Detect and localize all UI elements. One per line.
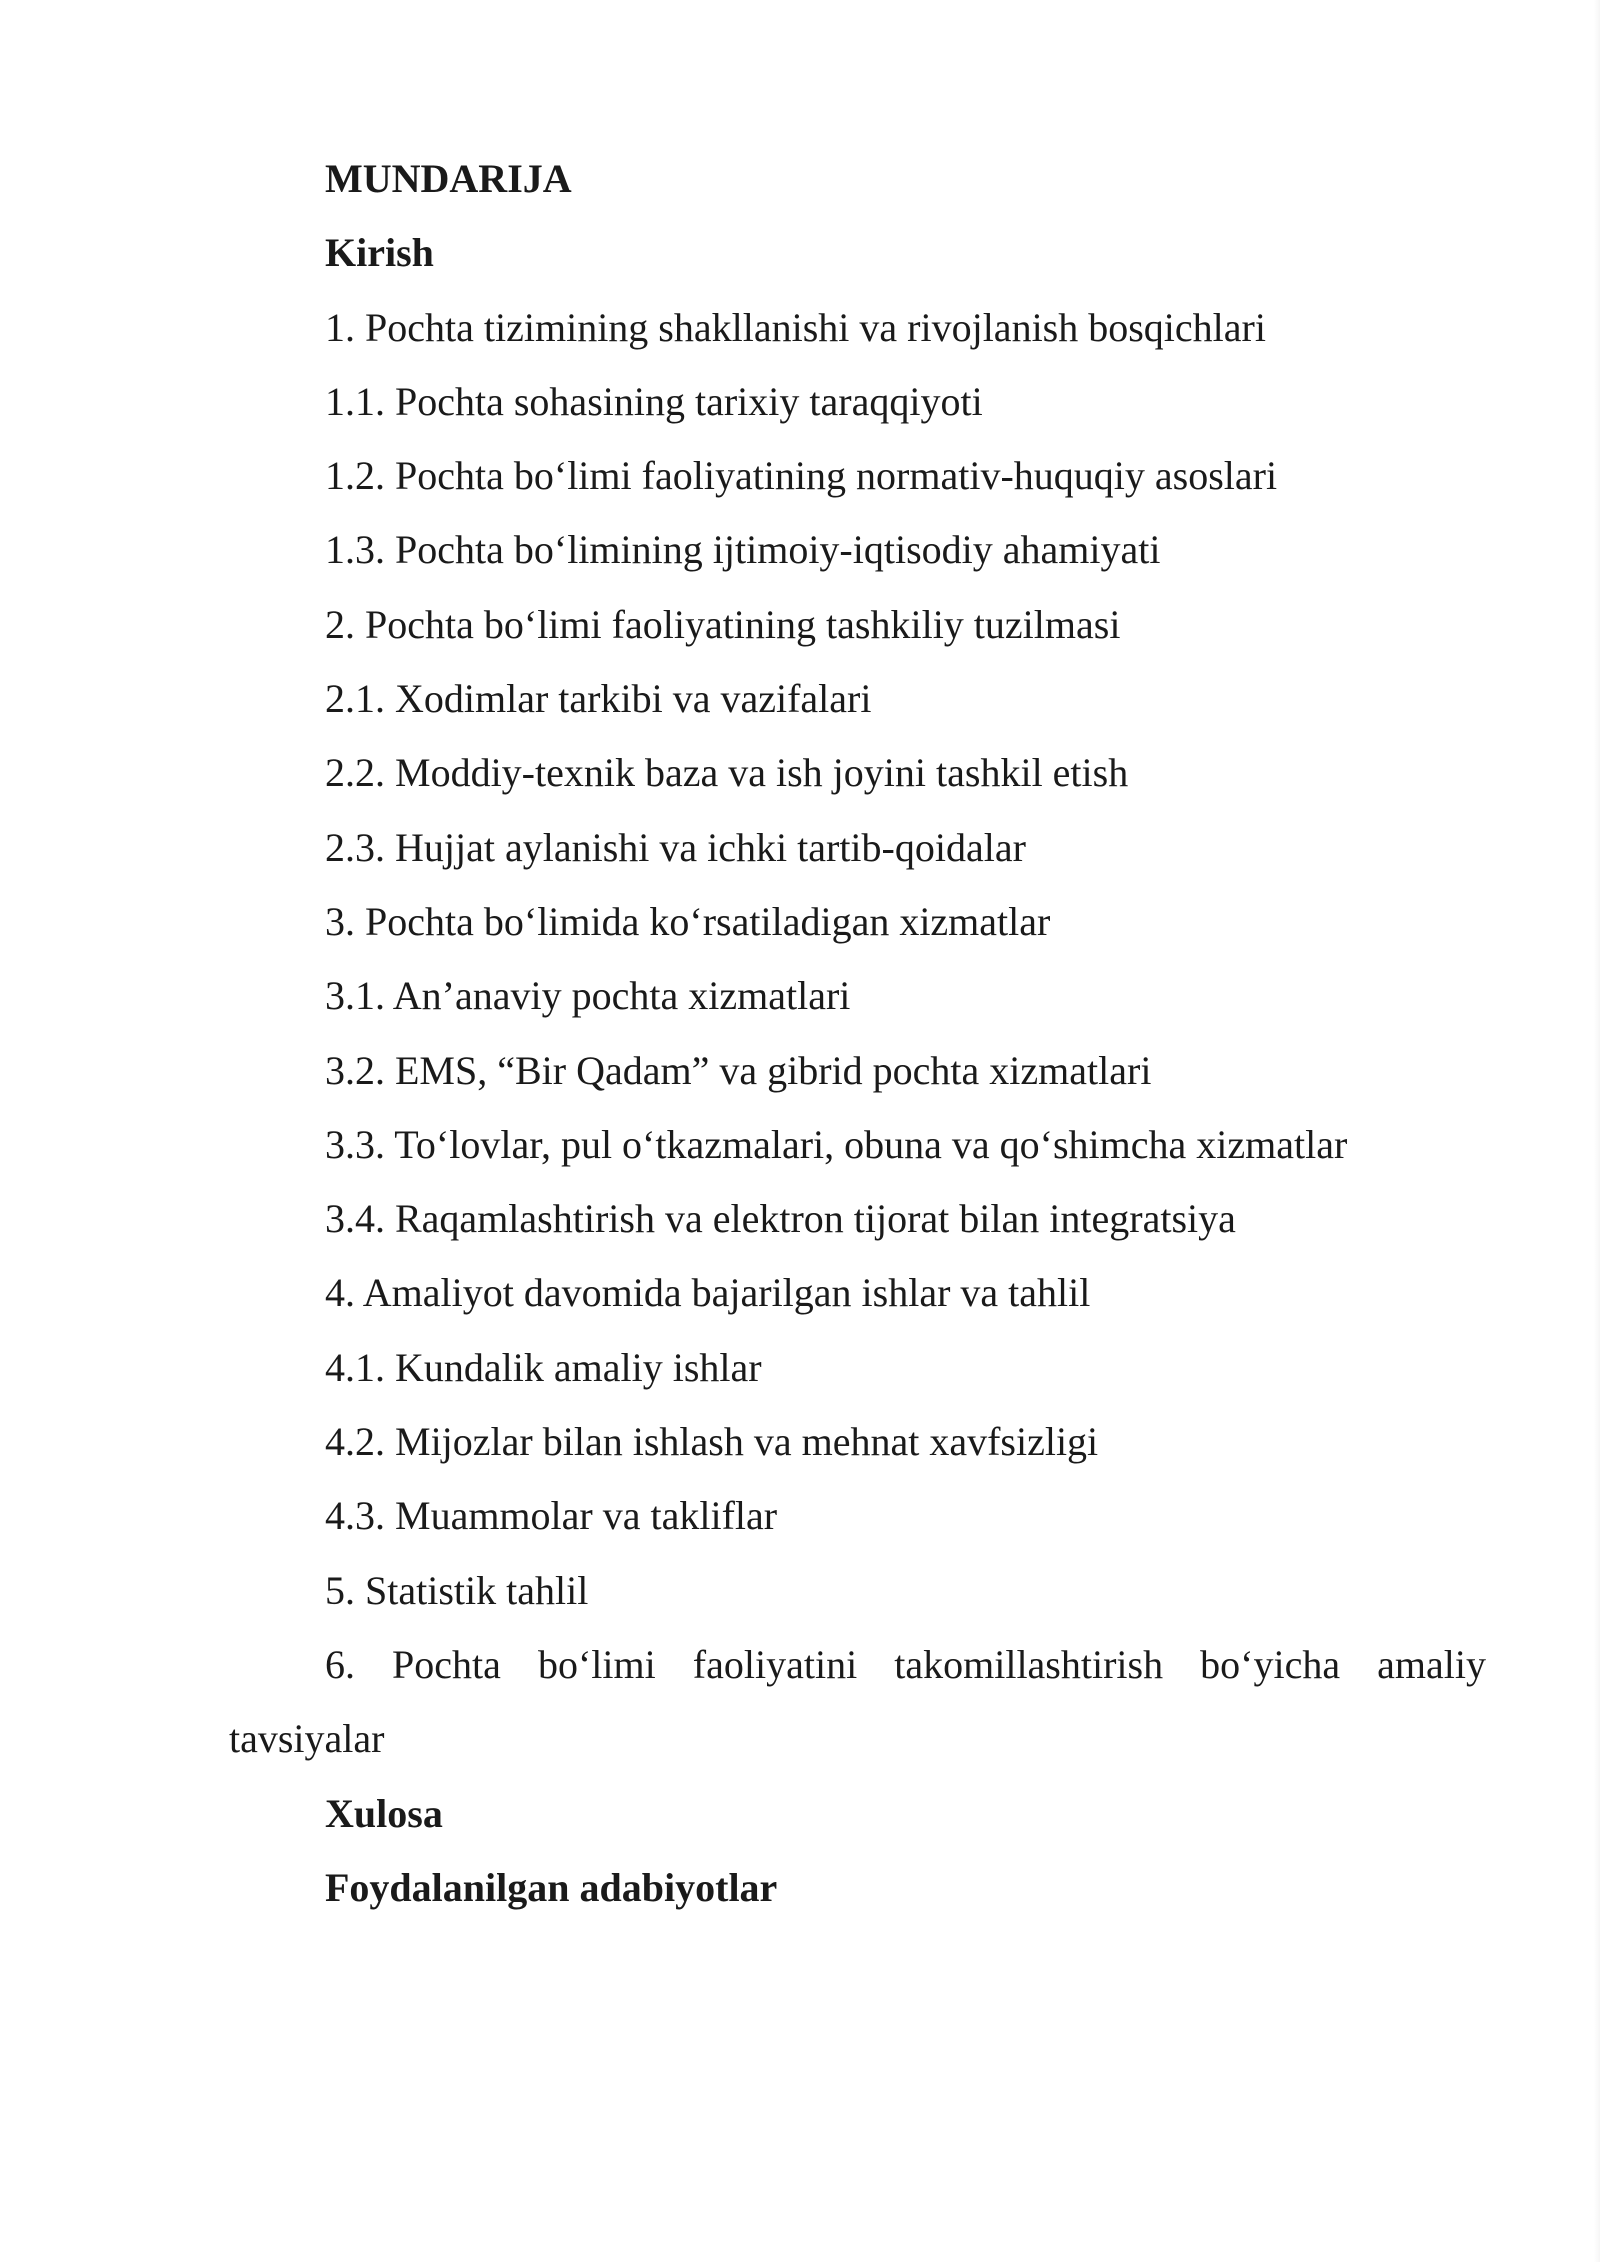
toc-entry-3-1: 3.1. An’anaviy pochta xizmatlari xyxy=(325,973,851,1019)
toc-entry-1: 1. Pochta tizimining shakllanishi va rivojlanish bosqichlari xyxy=(325,304,1266,350)
toc-entry-6: 6. Pochta bo‘limi faoliyatini takomillashtirish bo‘yicha amaliy tavsiyalar xyxy=(229,1641,1486,1762)
toc-entry-2-2: 2.2. Moddiy-texnik baza va ish joyini tashkil etish xyxy=(325,750,1129,796)
toc-entry-4-1: 4.1. Kundalik amaliy ishlar xyxy=(325,1344,762,1390)
toc-entry-2-3: 2.3. Hujjat aylanishi va ichki tartib-qoidalar xyxy=(325,824,1026,870)
toc-heading: MUNDARIJA xyxy=(325,156,572,201)
toc-entry-3-4: 3.4. Raqamlashtirish va elektron tijorat bilan integratsiya xyxy=(325,1196,1236,1242)
toc-entry-references: Foydalanilgan adabiyotlar xyxy=(325,1864,778,1910)
toc-entry-4-2: 4.2. Mijozlar bilan ishlash va mehnat xavfsizligi xyxy=(325,1419,1099,1465)
toc-entry-4-3: 4.3. Muammolar va takliflar xyxy=(325,1493,778,1539)
toc-entry-1-2: 1.2. Pochta bo‘limi faoliyatining normativ-huquqiy asoslari xyxy=(325,453,1278,499)
toc-entry-5: 5. Statistik tahlil xyxy=(325,1567,589,1613)
toc-entry-2: 2. Pochta bo‘limi faoliyatining tashkiliy tuzilmasi xyxy=(325,601,1121,647)
page-edge-shadow xyxy=(1594,0,1600,2262)
toc-entry-conclusion: Xulosa xyxy=(325,1790,443,1836)
toc-entry-1-1: 1.1. Pochta sohasining tarixiy taraqqiyoti xyxy=(325,378,983,424)
toc-entry-introduction: Kirish xyxy=(325,230,434,276)
toc-entry-3: 3. Pochta bo‘limida ko‘rsatiladigan xizmatlar xyxy=(325,898,1051,944)
toc-entry-3-3: 3.3. To‘lovlar, pul o‘tkazmalari, obuna va qo‘shimcha xizmatlar xyxy=(325,1121,1348,1167)
toc-entry-3-2: 3.2. EMS, “Bir Qadam” va gibrid pochta xizmatlari xyxy=(325,1047,1152,1093)
toc-entry-2-1: 2.1. Xodimlar tarkibi va vazifalari xyxy=(325,676,872,722)
toc-entry-4: 4. Amaliyot davomida bajarilgan ishlar va tahlil xyxy=(325,1270,1091,1316)
toc-entry-1-3: 1.3. Pochta bo‘limining ijtimoiy-iqtisodiy ahamiyati xyxy=(325,527,1161,573)
table-of-contents xyxy=(229,142,1486,1925)
